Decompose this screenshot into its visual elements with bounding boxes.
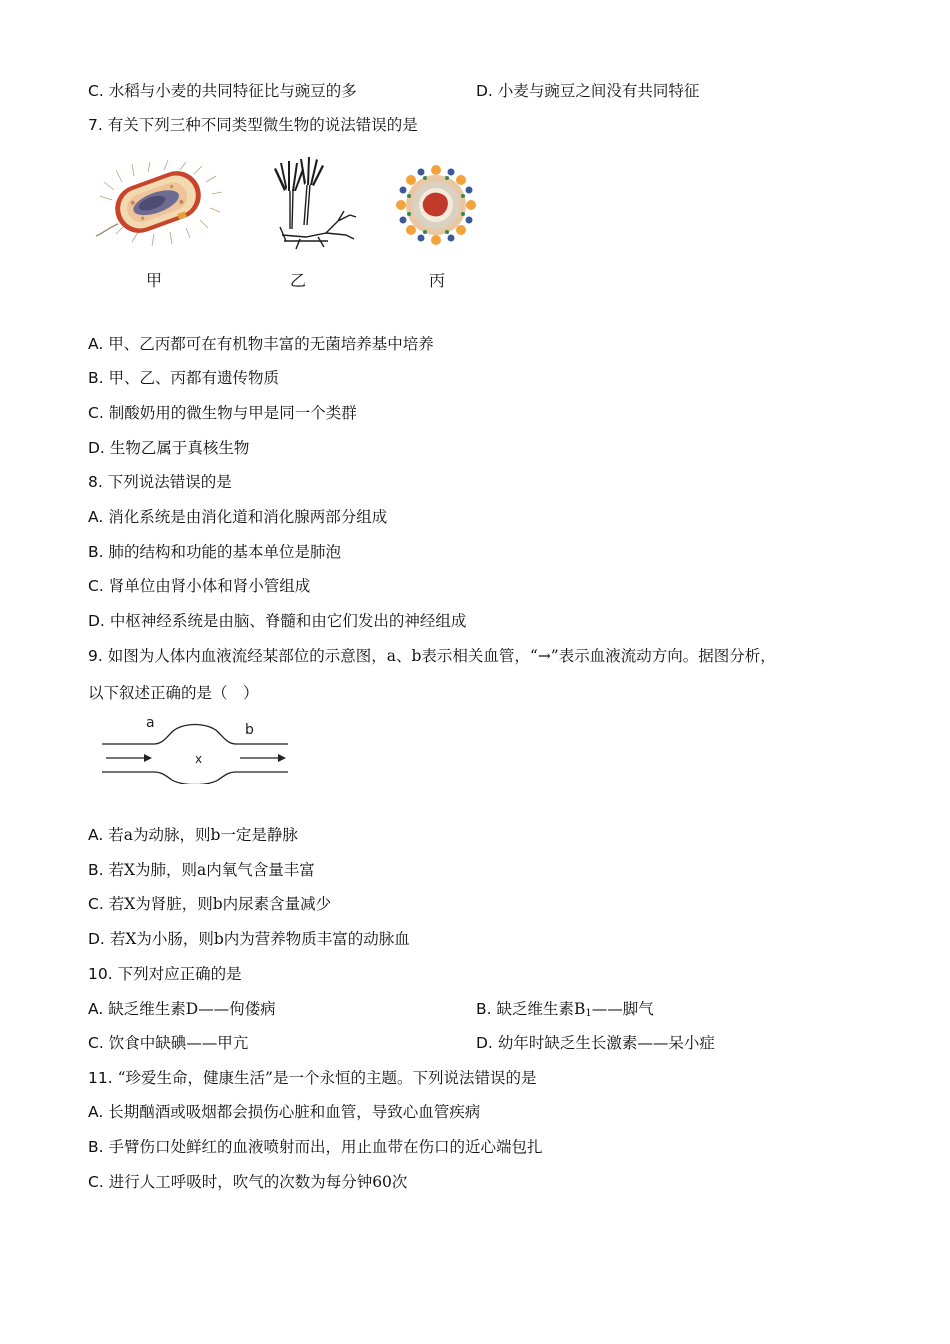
bacterium-illustration: [92, 160, 224, 252]
organ-label-x: x: [195, 752, 203, 766]
q10-option-d: D. 幼年时缺乏生长激素——呆小症: [476, 1034, 715, 1052]
q9-option-d: D. 若X为小肠，则b内为营养物质丰富的动脉血: [88, 930, 410, 948]
q10-option-b: B. 缺乏维生素$B_1——$脚气: [476, 1000, 654, 1019]
figure-caption-jia: 甲: [146, 271, 163, 290]
figure-caption-bing: 丙: [429, 271, 446, 290]
q11-stem: 11. “珍爱生命，健康生活”是一个永恒的主题。下列说法错误的是: [88, 1069, 537, 1087]
q9-option-b: B. 若X为肺，则a内氧气含量丰富: [88, 861, 315, 879]
q9-stem-line2: 以下叙述正确的是（ ）: [88, 684, 259, 702]
q11-option-b: B. 手臂伤口处鲜红的血液喷射而出，用止血带在伤口的近心端包扎: [88, 1138, 543, 1156]
q9-stem: 9. 如图为人体内血液流经某部位的示意图，a、b表示相关血管，“→”表示血液流动方向。据图分析，: [88, 647, 776, 665]
mold-illustration: [266, 155, 362, 255]
blood-flow-diagram: [96, 712, 296, 784]
q6-option-c: C. 水稻与小麦的共同特征比与豌豆的多: [88, 82, 357, 100]
q7-option-d: D. 生物乙属于真核生物: [88, 439, 250, 457]
q11-option-a: A. 长期酗酒或吸烟都会损伤心脏和血管，导致心血管疾病: [88, 1103, 481, 1121]
q11-option-c: C. 进行人工呼吸时，吹气的次数为每分钟60次: [88, 1173, 408, 1191]
q8-stem: 8. 下列说法错误的是: [88, 473, 232, 491]
q9-option-c: C. 若X为肾脏，则b内尿素含量减少: [88, 895, 332, 913]
q8-option-a: A. 消化系统是由消化道和消化腺两部分组成: [88, 508, 388, 526]
q9-option-a: A. 若a为动脉，则b一定是静脉: [88, 826, 298, 844]
q10-stem: 10. 下列对应正确的是: [88, 965, 242, 983]
vessel-label-a: a: [146, 715, 155, 731]
figure-caption-yi: 乙: [290, 271, 307, 290]
q8-option-d: D. 中枢神经系统是由脑、脊髓和由它们发出的神经组成: [88, 612, 467, 630]
q7-option-c: C. 制酸奶用的微生物与甲是同一个类群: [88, 404, 357, 422]
vessel-label-b: b: [245, 722, 254, 738]
virus-illustration: [393, 162, 479, 248]
q7-option-a: A. 甲、乙丙都可在有机物丰富的无菌培养基中培养: [88, 335, 434, 353]
q8-option-b: B. 肺的结构和功能的基本单位是肺泡: [88, 543, 342, 561]
q8-option-c: C. 肾单位由肾小体和肾小管组成: [88, 577, 311, 595]
q6-option-d: D. 小麦与豌豆之间没有共同特征: [476, 82, 700, 100]
q7-stem: 7. 有关下列三种不同类型微生物的说法错误的是: [88, 116, 418, 134]
q10-option-c: C. 饮食中缺碘——甲亢: [88, 1034, 249, 1052]
q7-option-b: B. 甲、乙、丙都有遗传物质: [88, 369, 280, 387]
q10-option-a: A. 缺乏维生素D——佝偻病: [88, 1000, 276, 1018]
